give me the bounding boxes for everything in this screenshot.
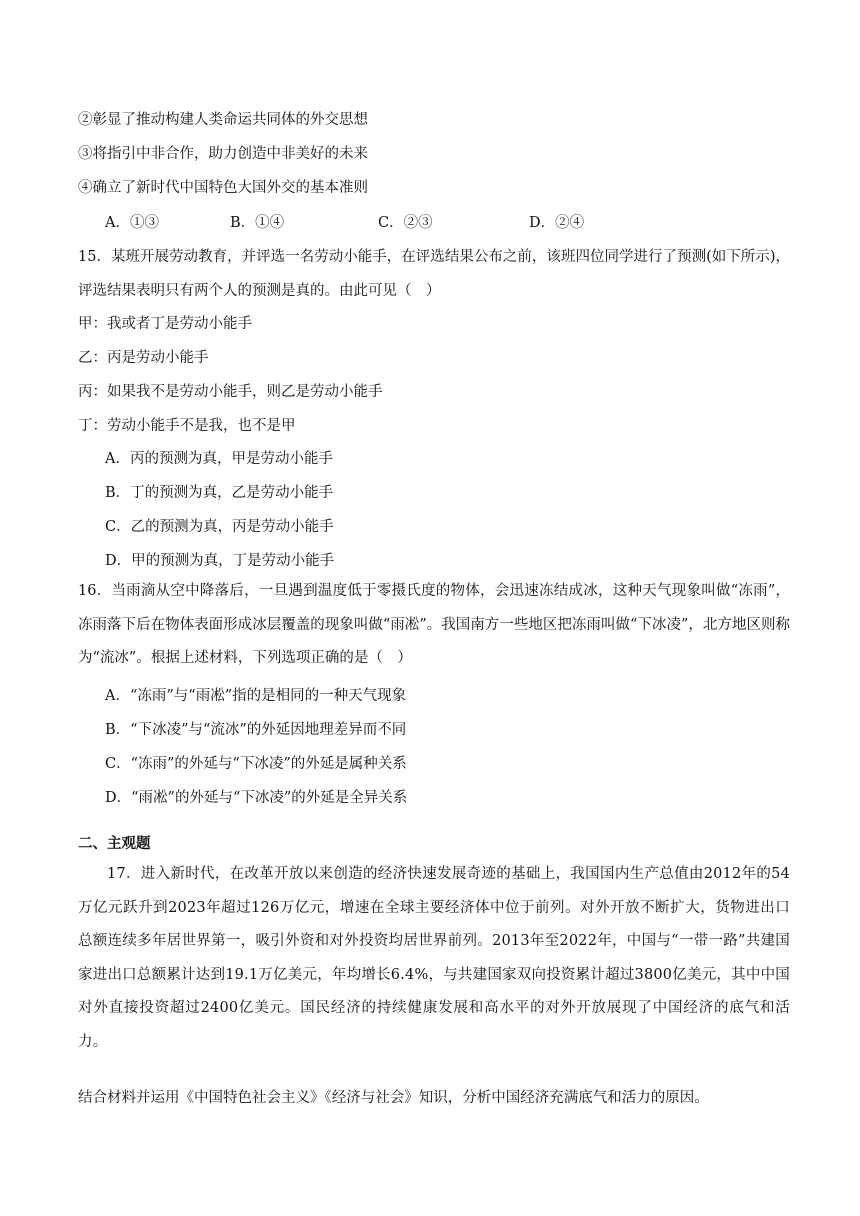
q15-stem: 15．某班开展劳动教育，并评选一名劳动小能手，在评选结果公布之前，该班四位同学进行了预测(如下所示)，评选结果表明只有两个人的预测是真的。由此可见（ ） — [78, 249, 790, 299]
q14-statement-2: ②彰显了推动构建人类命运共同体的外交思想 — [78, 112, 368, 128]
q15-option-c[interactable]: C．乙的预测为真，丙是劳动小能手 — [105, 519, 334, 535]
q17-material: 17．进入新时代，在改革开放以来创造的经济快速发展奇迹的基础上，我国国内生产总值由2012年的54万亿元跃升到2023年超过126万亿元，增速在全球主要经济体中位于前列。对外开放不断扩大，货物进出口总额连续多年居世界第一，吸引外资和对外投资均居世界前列。2013年至2022年，中国与“一带一路”共建国家进出口总额累计达到19.1万亿美元，年均增长6.4%，与共建国家双向投资累计超过3800亿美元，其中中国对外直接投资超过2400亿美元。国民经济的持续健康发展和高水平的对外开放展现了中国经济的底气和活力。 — [78, 866, 790, 1050]
q14-statement-3: ③将指引中非合作，助力创造中非美好的未来 — [78, 146, 368, 162]
q16-option-c[interactable]: C．“冻雨”的外延与“下冰凌”的外延是属种关系 — [105, 756, 407, 772]
q15-prediction-bing: 丙：如果我不是劳动小能手，则乙是劳动小能手 — [78, 384, 383, 400]
q15-option-b[interactable]: B．丁的预测为真，乙是劳动小能手 — [105, 485, 334, 501]
q15-option-d[interactable]: D．甲的预测为真，丁是劳动小能手 — [105, 553, 335, 569]
q14-option-b[interactable]: B．①④ — [230, 215, 285, 231]
q14-option-d[interactable]: D．②④ — [529, 215, 585, 231]
section-title: 二、主观题 — [78, 836, 151, 852]
q15-prediction-jia: 甲：我或者丁是劳动小能手 — [78, 316, 252, 332]
q16-option-a[interactable]: A．“冻雨”与“雨凇”指的是相同的一种天气现象 — [105, 688, 407, 704]
q16-option-d[interactable]: D．“雨凇”的外延与“下冰凌”的外延是全异关系 — [105, 790, 408, 806]
q16-stem: 16．当雨滴从空中降落后，一旦遇到温度低于零摄氏度的物体，会迅速冻结成冰，这种天气现象叫做“冻雨”，冻雨落下后在物体表面形成冰层覆盖的现象叫做“雨凇”。我国南方一些地区把冻雨叫做“下冰凌”，北方地区则称为“流冰”。根据上述材料，下列选项正确的是（ ） — [78, 583, 790, 666]
q14-option-c[interactable]: C．②③ — [378, 215, 433, 231]
q14-option-a[interactable]: A．①③ — [105, 215, 159, 231]
q17-question: 结合材料并运用《中国特色社会主义》《经济与社会》知识，分析中国经济充满底气和活力的原因。 — [78, 1090, 709, 1106]
q15-prediction-yi: 乙：丙是劳动小能手 — [78, 350, 209, 366]
q14-statement-4: ④确立了新时代中国特色大国外交的基本准则 — [78, 180, 368, 196]
q16-option-b[interactable]: B．“下冰凌”与“流冰”的外延因地理差异而不同 — [105, 722, 407, 738]
q15-option-a[interactable]: A．丙的预测为真，甲是劳动小能手 — [105, 451, 333, 467]
q15-prediction-ding: 丁：劳动小能手不是我，也不是甲 — [78, 418, 296, 434]
